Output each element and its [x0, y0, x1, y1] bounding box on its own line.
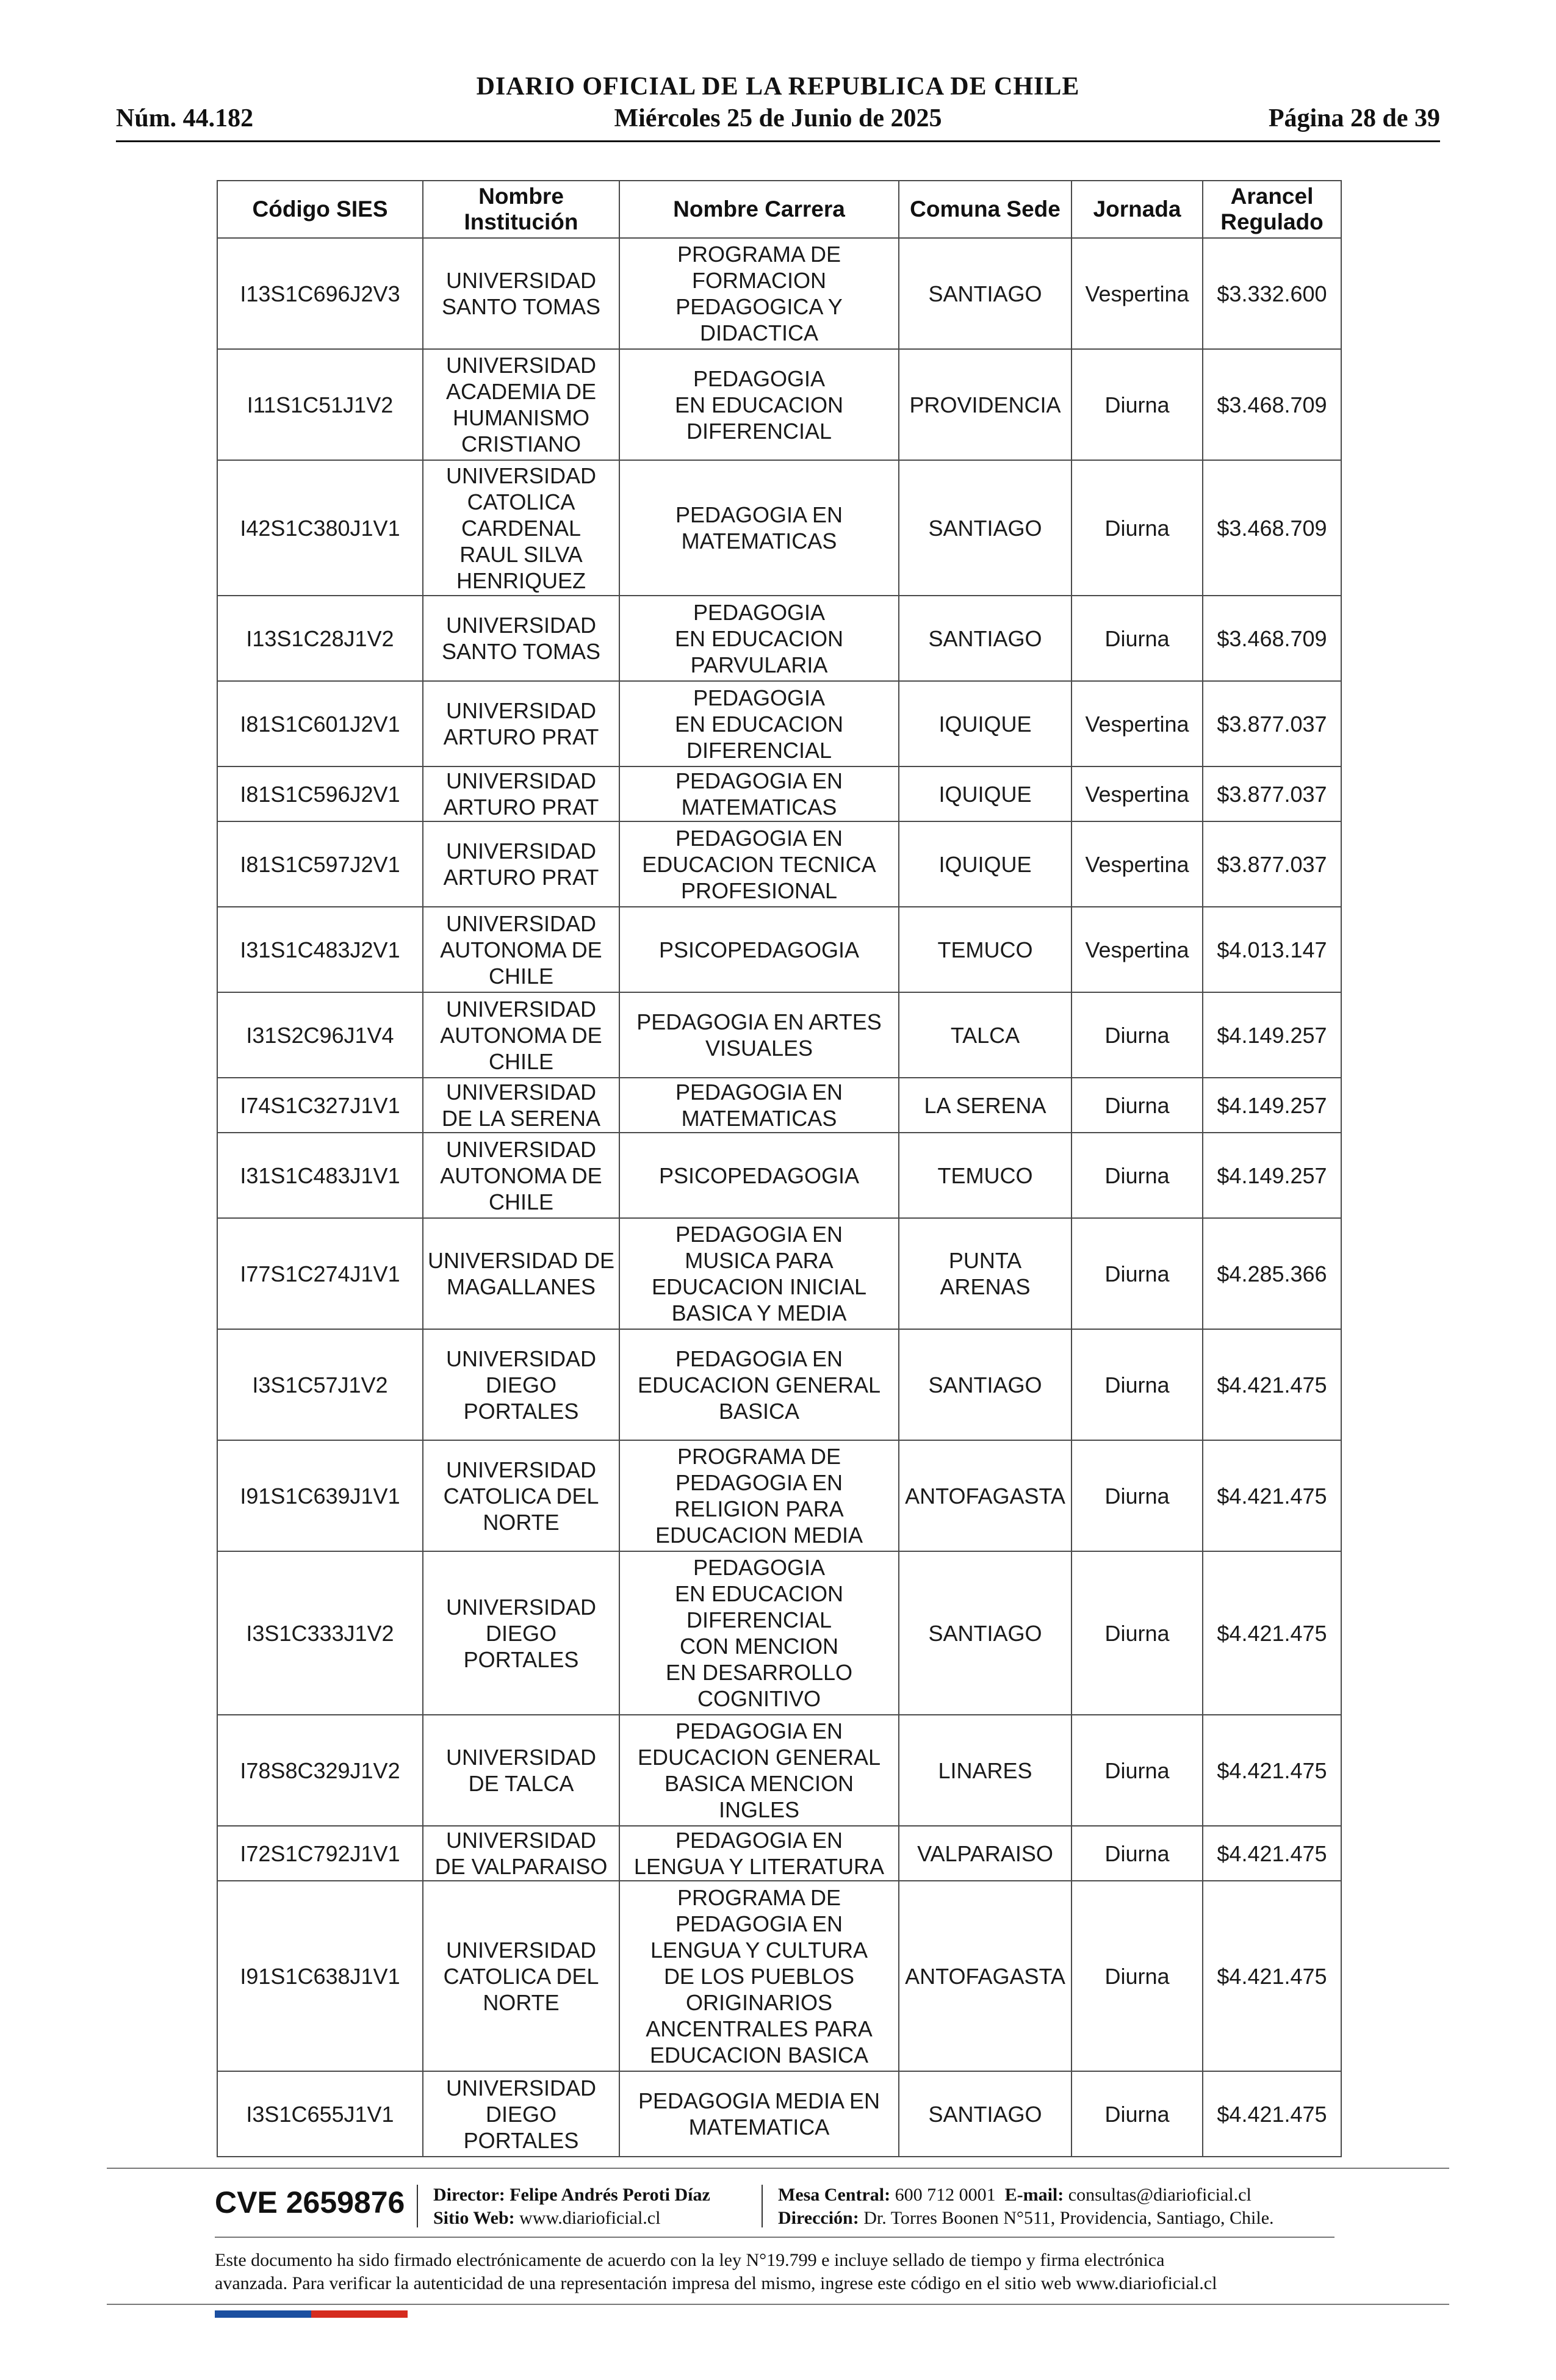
cell-comuna: SANTIAGO	[899, 460, 1072, 596]
cell-institution: UNIVERSIDAD DE VALPARAISO	[423, 1826, 619, 1881]
cell-institution: UNIVERSIDAD AUTONOMA DE CHILE	[423, 907, 619, 992]
cell-arancel: $4.285.366	[1203, 1218, 1341, 1329]
phone-email-line	[778, 2183, 1274, 2207]
contact-block	[778, 2183, 1274, 2230]
column-header-arancel: Arancel Regulado	[1203, 181, 1341, 238]
cell-institution: UNIVERSIDAD ARTURO PRAT	[423, 821, 619, 907]
cell-jornada: Diurna	[1072, 1440, 1203, 1551]
cell-sies-code: I31S2C96J1V4	[217, 992, 423, 1078]
address-label: Dirección:	[778, 2208, 859, 2228]
cell-sies-code: I31S1C483J1V1	[217, 1133, 423, 1218]
cell-comuna: VALPARAISO	[899, 1826, 1072, 1881]
cell-institution: UNIVERSIDAD DIEGO PORTALES	[423, 1551, 619, 1715]
table-row	[217, 821, 1341, 907]
cell-arancel: $3.877.037	[1203, 681, 1341, 766]
table-row	[217, 1551, 1341, 1715]
cell-institution: UNIVERSIDAD DE TALCA	[423, 1715, 619, 1826]
cell-arancel: $4.149.257	[1203, 1133, 1341, 1218]
cell-jornada: Diurna	[1072, 460, 1203, 596]
cell-institution: UNIVERSIDAD DE LA SERENA	[423, 1078, 619, 1133]
cell-institution: UNIVERSIDAD ACADEMIA DE HUMANISMO CRISTIANO	[423, 349, 619, 460]
page-indicator: Página 28 de 39	[1268, 104, 1440, 132]
cell-institution: UNIVERSIDAD CATOLICA DEL NORTE	[423, 1440, 619, 1551]
cell-institution: UNIVERSIDAD SANTO TOMAS	[423, 238, 619, 349]
email-link[interactable]: consultas@diarioficial.cl	[1068, 2185, 1252, 2205]
cell-comuna: TEMUCO	[899, 1133, 1072, 1218]
cell-institution: UNIVERSIDAD AUTONOMA DE CHILE	[423, 992, 619, 1078]
cell-career: PEDAGOGIA MEDIA EN MATEMATICA	[619, 2071, 899, 2157]
cell-jornada: Diurna	[1072, 1551, 1203, 1715]
cell-arancel: $4.421.475	[1203, 1715, 1341, 1826]
cell-career: PEDAGOGIA EN MATEMATICAS	[619, 1078, 899, 1133]
cell-arancel: $3.468.709	[1203, 460, 1341, 596]
cell-career: PSICOPEDAGOGIA	[619, 1133, 899, 1218]
legal-line: Este documento ha sido firmado electrónicamente de acuerdo con la ley N°19.799 e incluye sellado de tiempo y firma electrónica	[215, 2250, 1165, 2270]
table-row	[217, 1133, 1341, 1218]
table-body	[217, 238, 1341, 2157]
cell-comuna: SANTIAGO	[899, 2071, 1072, 2157]
cell-career: PEDAGOGIA EN EDUCACION DIFERENCIAL CON MENCION EN DESARROLLO COGNITIVO	[619, 1551, 899, 1715]
table-row	[217, 1881, 1341, 2071]
cell-institution: UNIVERSIDAD DIEGO PORTALES	[423, 2071, 619, 2157]
director-name: Felipe Andrés Peroti Díaz	[510, 2185, 710, 2205]
cell-comuna: IQUIQUE	[899, 681, 1072, 766]
website-label: Sitio Web:	[433, 2208, 515, 2228]
table-row	[217, 596, 1341, 681]
issue-date: Miércoles 25 de Junio de 2025	[614, 104, 942, 132]
cell-comuna: SANTIAGO	[899, 1329, 1072, 1440]
cell-career: PEDAGOGIA EN ARTES VISUALES	[619, 992, 899, 1078]
cve-code: CVE 2659876	[215, 2185, 405, 2220]
cell-sies-code: I13S1C28J1V2	[217, 596, 423, 681]
phone-value: 600 712 0001	[895, 2185, 996, 2205]
cell-jornada: Diurna	[1072, 2071, 1203, 2157]
cell-career: PEDAGOGIA EN EDUCACION PARVULARIA	[619, 596, 899, 681]
column-header-code: Código SIES	[217, 181, 423, 238]
director-block	[433, 2183, 710, 2230]
cell-comuna: ANTOFAGASTA	[899, 1440, 1072, 1551]
cell-career: PEDAGOGIA EN LENGUA Y LITERATURA	[619, 1826, 899, 1881]
cell-comuna: LINARES	[899, 1715, 1072, 1826]
cell-institution: UNIVERSIDAD ARTURO PRAT	[423, 681, 619, 766]
cell-comuna: SANTIAGO	[899, 1551, 1072, 1715]
table-row	[217, 1218, 1341, 1329]
address-value: Dr. Torres Boonen N°511, Providencia, Santiago, Chile.	[863, 2208, 1274, 2228]
cell-career: PEDAGOGIA EN EDUCACION DIFERENCIAL	[619, 681, 899, 766]
cell-career: PROGRAMA DE FORMACION PEDAGOGICA Y DIDACTICA	[619, 238, 899, 349]
cell-arancel: $4.421.475	[1203, 1440, 1341, 1551]
column-header-jornada: Jornada	[1072, 181, 1203, 238]
cell-comuna: LA SERENA	[899, 1078, 1072, 1133]
cell-arancel: $4.421.475	[1203, 1826, 1341, 1881]
cell-jornada: Diurna	[1072, 596, 1203, 681]
cell-career: PEDAGOGIA EN EDUCACION GENERAL BASICA	[619, 1329, 899, 1440]
cell-jornada: Vespertina	[1072, 907, 1203, 992]
cell-arancel: $4.013.147	[1203, 907, 1341, 992]
cell-jornada: Vespertina	[1072, 238, 1203, 349]
cell-sies-code: I13S1C696J2V3	[217, 238, 423, 349]
legal-line: avanzada. Para verificar la autenticidad de una representación impresa del mismo, ingrese este código en el sitio web www.diarioficial.cl	[215, 2273, 1217, 2293]
table-row	[217, 349, 1341, 460]
cell-sies-code: I3S1C655J1V1	[217, 2071, 423, 2157]
cell-institution: UNIVERSIDAD DE MAGALLANES	[423, 1218, 619, 1329]
cell-comuna: SANTIAGO	[899, 238, 1072, 349]
cell-jornada: Diurna	[1072, 1329, 1203, 1440]
cell-comuna: ANTOFAGASTA	[899, 1881, 1072, 2071]
table-header-row	[217, 181, 1341, 238]
newspaper-title: DIARIO OFICIAL DE LA REPUBLICA DE CHILE	[476, 73, 1080, 101]
table-row	[217, 2071, 1341, 2157]
footer-separator	[762, 2185, 763, 2227]
cell-institution: UNIVERSIDAD CATOLICA DEL NORTE	[423, 1881, 619, 2071]
cell-institution: UNIVERSIDAD SANTO TOMAS	[423, 596, 619, 681]
cell-jornada: Diurna	[1072, 1881, 1203, 2071]
cell-arancel: $3.468.709	[1203, 596, 1341, 681]
cell-arancel: $4.421.475	[1203, 1329, 1341, 1440]
cell-arancel: $3.332.600	[1203, 238, 1341, 349]
cell-jornada: Vespertina	[1072, 681, 1203, 766]
table-row	[217, 1329, 1341, 1440]
cell-sies-code: I72S1C792J1V1	[217, 1826, 423, 1881]
cell-comuna: PUNTA ARENAS	[899, 1218, 1072, 1329]
header-row	[116, 104, 1440, 138]
cell-comuna: TEMUCO	[899, 907, 1072, 992]
cell-jornada: Diurna	[1072, 992, 1203, 1078]
cell-jornada: Diurna	[1072, 1078, 1203, 1133]
cell-career: PEDAGOGIA EN MUSICA PARA EDUCACION INICIAL BASICA Y MEDIA	[619, 1218, 899, 1329]
footer-divider-middle	[215, 2237, 1334, 2238]
cell-sies-code: I91S1C638J1V1	[217, 1881, 423, 2071]
table-row	[217, 907, 1341, 992]
cell-career: PEDAGOGIA EN MATEMATICAS	[619, 460, 899, 596]
column-header-comuna: Comuna Sede	[899, 181, 1072, 238]
cell-sies-code: I31S1C483J2V1	[217, 907, 423, 992]
cell-sies-code: I91S1C639J1V1	[217, 1440, 423, 1551]
cell-career: PEDAGOGIA EN EDUCACION GENERAL BASICA MENCION INGLES	[619, 1715, 899, 1826]
cell-sies-code: I74S1C327J1V1	[217, 1078, 423, 1133]
table-row	[217, 238, 1341, 349]
cell-jornada: Vespertina	[1072, 766, 1203, 821]
cell-arancel: $4.149.257	[1203, 992, 1341, 1078]
cell-institution: UNIVERSIDAD AUTONOMA DE CHILE	[423, 1133, 619, 1218]
cell-arancel: $3.877.037	[1203, 821, 1341, 907]
cell-jornada: Diurna	[1072, 1715, 1203, 1826]
cell-career: PROGRAMA DE PEDAGOGIA EN LENGUA Y CULTURA DE LOS PUEBLOS ORIGINARIOS ANCENTRALES PARA EDUCACION BASICA	[619, 1881, 899, 2071]
cell-sies-code: I3S1C333J1V2	[217, 1551, 423, 1715]
cell-arancel: $4.421.475	[1203, 2071, 1341, 2157]
column-header-institution: Nombre Institución	[423, 181, 619, 238]
header-divider	[116, 140, 1440, 142]
cell-jornada: Diurna	[1072, 349, 1203, 460]
cell-career: PEDAGOGIA EN MATEMATICAS	[619, 766, 899, 821]
website-link[interactable]: www.diarioficial.cl	[519, 2208, 661, 2228]
cell-career: PEDAGOGIA EN EDUCACION DIFERENCIAL	[619, 349, 899, 460]
email-label: E-mail:	[1004, 2185, 1064, 2205]
table-row	[217, 992, 1341, 1078]
cell-comuna: IQUIQUE	[899, 766, 1072, 821]
table-row	[217, 460, 1341, 596]
table-row	[217, 766, 1341, 821]
cell-sies-code: I81S1C597J2V1	[217, 821, 423, 907]
flag-stripe-blue	[215, 2310, 311, 2318]
phone-label: Mesa Central:	[778, 2185, 891, 2205]
cell-sies-code: I77S1C274J1V1	[217, 1218, 423, 1329]
footer-separator	[417, 2185, 418, 2227]
director-line	[433, 2183, 710, 2207]
cell-sies-code: I81S1C601J2V1	[217, 681, 423, 766]
director-label: Director:	[433, 2185, 505, 2205]
cell-institution: UNIVERSIDAD ARTURO PRAT	[423, 766, 619, 821]
website-line	[433, 2207, 710, 2230]
cell-arancel: $4.421.475	[1203, 1881, 1341, 2071]
cell-comuna: IQUIQUE	[899, 821, 1072, 907]
cell-jornada: Diurna	[1072, 1218, 1203, 1329]
cell-comuna: PROVIDENCIA	[899, 349, 1072, 460]
cell-jornada: Diurna	[1072, 1133, 1203, 1218]
cell-sies-code: I42S1C380J1V1	[217, 460, 423, 596]
cell-arancel: $4.421.475	[1203, 1551, 1341, 1715]
careers-table	[217, 180, 1342, 2157]
cell-jornada: Vespertina	[1072, 821, 1203, 907]
cell-institution: UNIVERSIDAD DIEGO PORTALES	[423, 1329, 619, 1440]
flag-stripe-red	[311, 2310, 408, 2318]
cell-sies-code: I3S1C57J1V2	[217, 1329, 423, 1440]
cell-comuna: SANTIAGO	[899, 596, 1072, 681]
legal-notice	[215, 2249, 1334, 2295]
table-row	[217, 681, 1341, 766]
cell-arancel: $4.149.257	[1203, 1078, 1341, 1133]
cell-comuna: TALCA	[899, 992, 1072, 1078]
cell-jornada: Diurna	[1072, 1826, 1203, 1881]
flag-color-bar	[215, 2310, 408, 2318]
footer-divider-bottom	[107, 2304, 1449, 2305]
table-row	[217, 1715, 1341, 1826]
cell-career: PROGRAMA DE PEDAGOGIA EN RELIGION PARA EDUCACION MEDIA	[619, 1440, 899, 1551]
table-row	[217, 1440, 1341, 1551]
address-line	[778, 2207, 1274, 2230]
table-row	[217, 1078, 1341, 1133]
cell-career: PSICOPEDAGOGIA	[619, 907, 899, 992]
column-header-career: Nombre Carrera	[619, 181, 899, 238]
cell-sies-code: I11S1C51J1V2	[217, 349, 423, 460]
cell-sies-code: I81S1C596J2V1	[217, 766, 423, 821]
cell-arancel: $3.877.037	[1203, 766, 1341, 821]
footer-divider-top	[107, 2168, 1449, 2169]
issue-number: Núm. 44.182	[116, 104, 254, 132]
cell-arancel: $3.468.709	[1203, 349, 1341, 460]
cell-institution: UNIVERSIDAD CATOLICA CARDENAL RAUL SILVA HENRIQUEZ	[423, 460, 619, 596]
cell-career: PEDAGOGIA EN EDUCACION TECNICA PROFESIONAL	[619, 821, 899, 907]
table-row	[217, 1826, 1341, 1881]
cell-sies-code: I78S8C329J1V2	[217, 1715, 423, 1826]
